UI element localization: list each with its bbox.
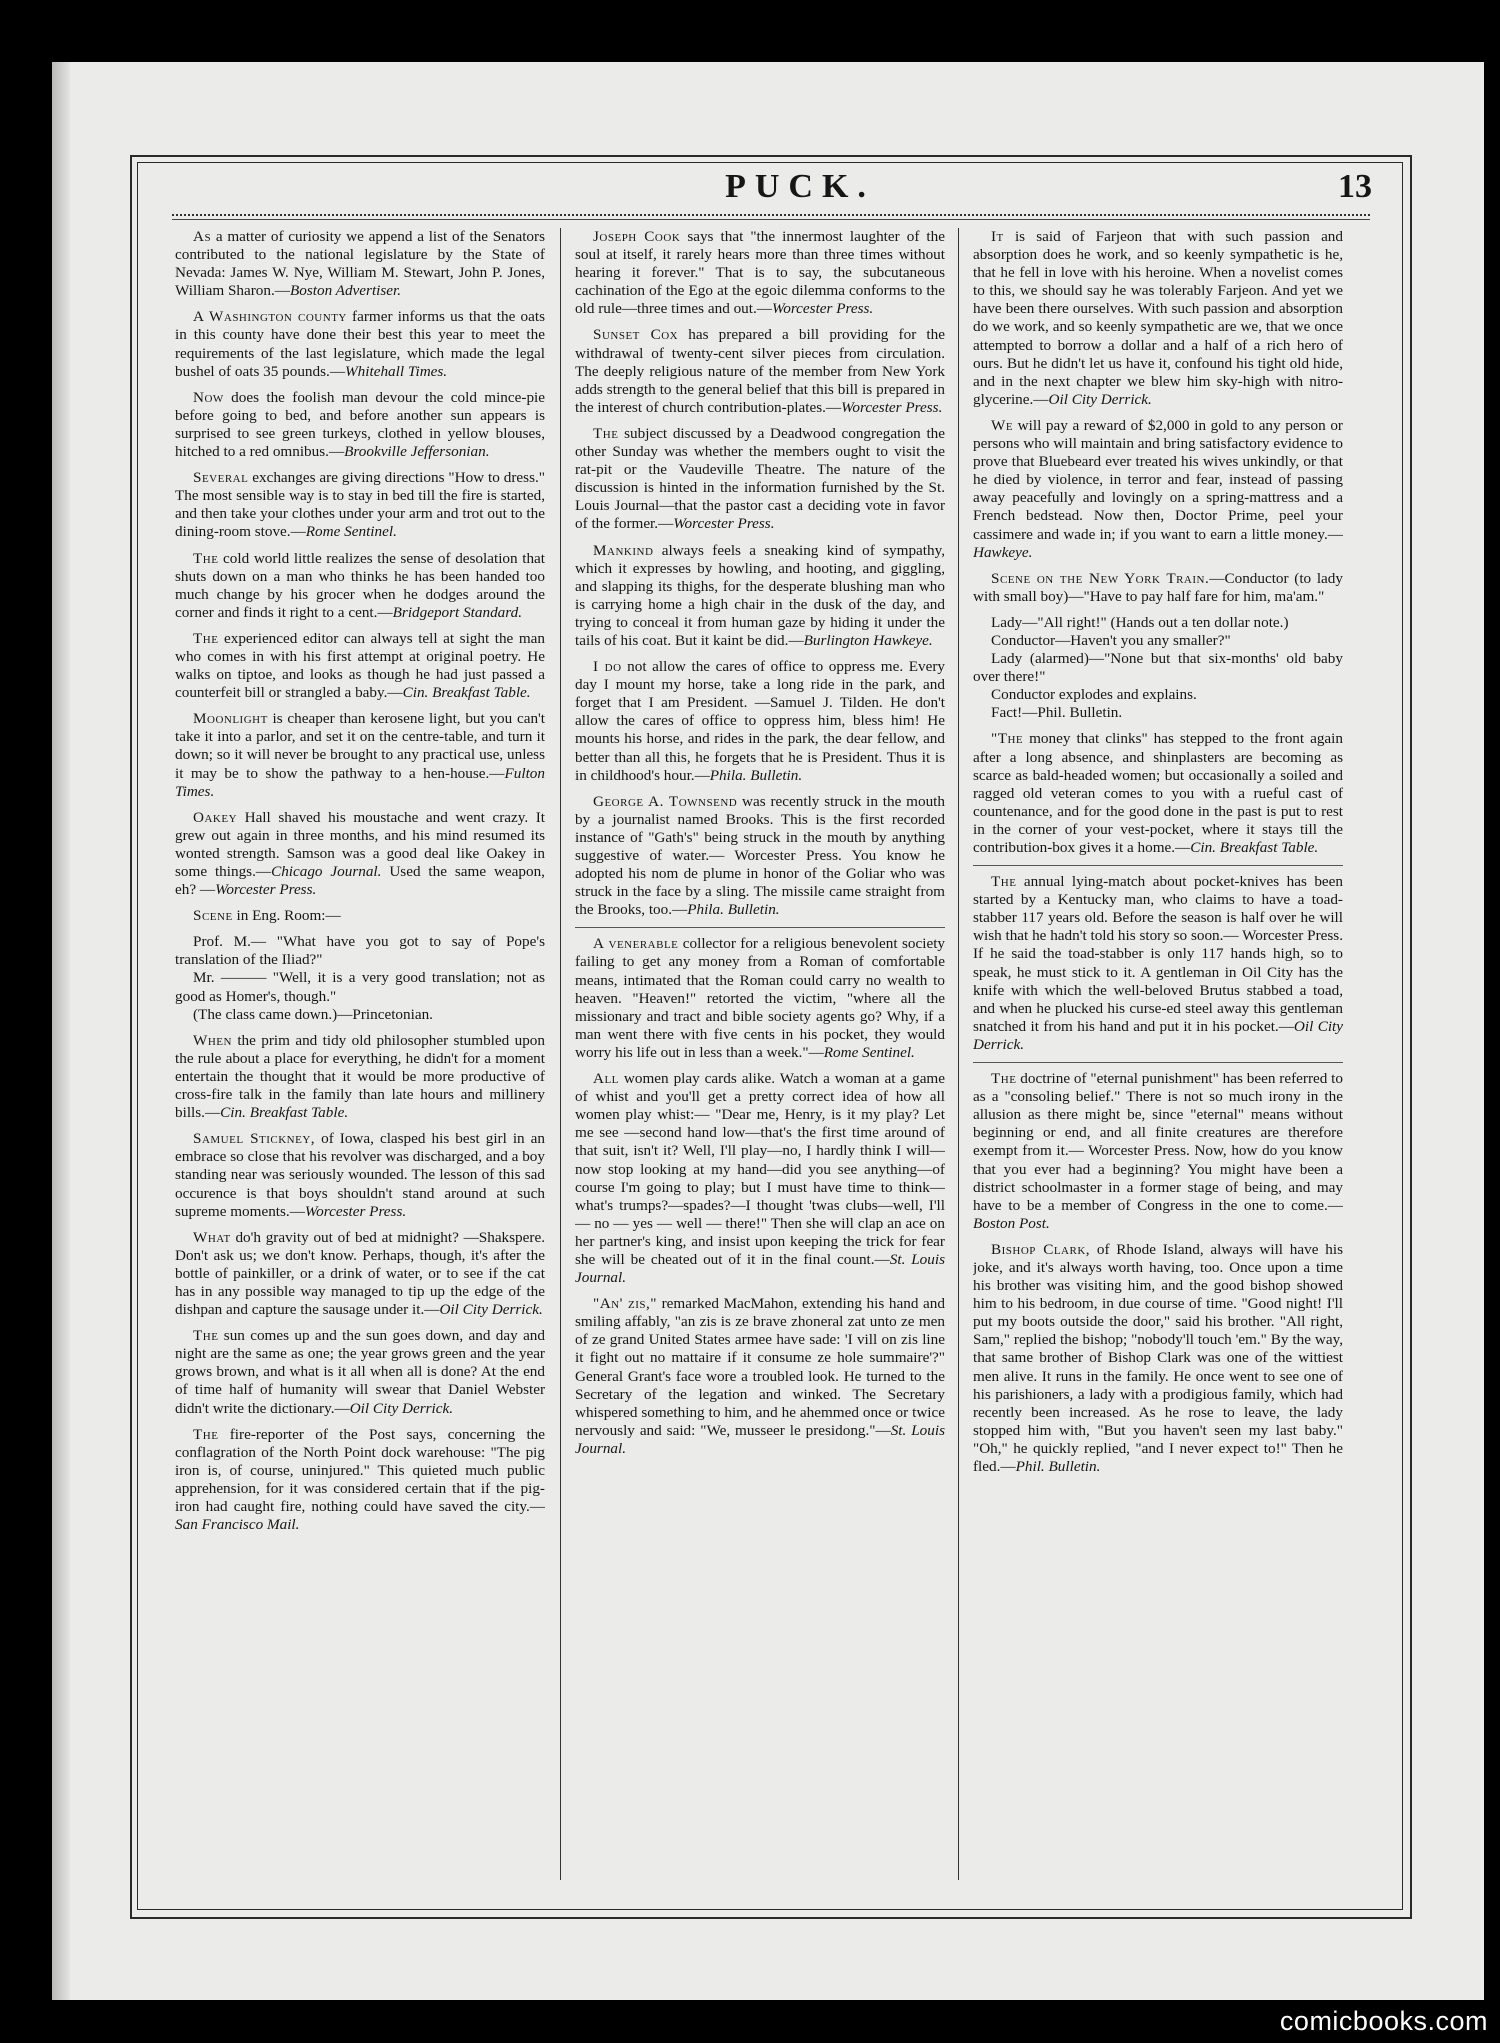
article-source: St. Louis Journal.	[575, 1250, 945, 1287]
article-item	[575, 658, 945, 785]
article-text: do'h gravity out of bed at midnight? —Shakspere. Don't ask us; we don't know. Perhaps, though, it's after the bottle of painkiller, or a drink of water, or to see if the cat has in any possible way managed to tip up the edge of the dishpan and capture the sausage under it.—	[175, 1228, 545, 1319]
article-item	[575, 326, 945, 416]
article-text: money that clinks" has stepped to the front again after a long absence, and shinplasters are becoming as scarce as bald-headed women; but occasionally a soiled and ragged old veteran comes to you with a rueful cast of countenance, and for the good done in the past is put to rest in the corner of your vest-pocket, where it stays till the contribution-box gives it a home.—	[973, 730, 1343, 856]
dialogue-line: Fact!—Phil. Bulletin.	[991, 704, 1123, 722]
article-text-continued: Used the same weapon, eh? —	[175, 863, 545, 899]
article-source: Boston Post.	[973, 1214, 1050, 1232]
article-lead: Mankind	[593, 541, 654, 559]
column-divider-1	[560, 228, 561, 1880]
article-item	[175, 550, 545, 622]
article-item	[575, 542, 945, 651]
article-text: women play cards alike. Watch a woman at a game of whist and you'll get a pretty correct idea of how all women play whist:— "Dear me, Henry, is it my play? Let me see —second hand low—that's the first time around of that suit, isn't it? Well, I'll play—no, I hardly think I will—now stop looking at my hand—did you see anything—of course I'm going to play; but I must have time to think— what's trumps?—spades?—I thought 'twas clubs—well, I'll — no — yes — well — there!" Then she will clap an ace on her partner's king, and insist upon keeping the trick for fear she will be cheated out of it in the final count.—	[575, 1070, 945, 1268]
text-column-2	[575, 228, 945, 1878]
article-lead: A venerable	[593, 935, 679, 953]
article-item	[973, 1062, 1343, 1233]
article-lead: It	[991, 228, 1004, 245]
article-lead: All	[593, 1070, 619, 1088]
article-source: Oil City Derrick.	[439, 1301, 543, 1319]
article-source: Rome Sentinel.	[305, 523, 397, 541]
article-item	[575, 228, 945, 318]
article-text: cold world little realizes the sense of desolation that shuts down on a man who thinks he has been handed too much change by his grocer when he dodges around the corner and finds it right to a cent.—	[175, 549, 545, 621]
article-source: Hawkeye.	[973, 543, 1033, 561]
dialogue-line: Mr. ——— "Well, it is a very good translation; not as good as Homer's, though."	[175, 969, 545, 1005]
article-lead: We	[991, 416, 1014, 434]
article-source: Whitehall Times.	[345, 362, 448, 380]
article-source: Boston Advertiser.	[289, 282, 402, 300]
column-divider-2	[958, 228, 959, 1880]
article-item	[175, 228, 545, 300]
article-lead: George A. Townsend	[593, 792, 738, 810]
article-text: a matter of curiosity we append a list of the Senators contributed to the national legislature by the State of Nevada: James W. Nye, William M. Stewart, John P. Jones, William Sharon.—	[175, 228, 545, 300]
article-text: remarked MacMahon, extending his hand and smiling affably, "an zis is ze brave zhoneral zat unto ze men of ze grand United States armee have sade: 'I vill on zis line it fight out no mattaire if it consume ze hole summaire'?" General Grant's face wore a troubled look. He turned to the Secretary of the legation and winked. The Secretary whispered something to him, and he ahemmed once or twice nervously and said: "We, musseer le presidong."—	[575, 1295, 945, 1439]
article-text: of Iowa, clasped his best girl in an embrace so close that his revolver was discharged, and a boy standing near was seriously wounded. The lesson of this sad occurence is that boys shouldn't stand around at such supreme moments.—	[175, 1130, 545, 1220]
article-text: subject discussed by a Deadwood congregation the other Sunday was whether the members ought to visit the rat-pit or the Vaudeville Theatre. The nature of the discussion is hinted in the information furnished by the St. Louis Journal—that the pastor cast a deciding vote in favor of the former.—	[575, 424, 945, 533]
article-source: Fulton Times.	[175, 764, 545, 800]
article-source: Chicago Journal.	[271, 863, 382, 880]
article-item	[175, 389, 545, 461]
article-text: does the foolish man devour the cold mince-pie before going to bed, and before another sun appears is surprised to see green turkeys, clothed in yellow blouses, hitched to a red omnibus.—	[175, 388, 545, 461]
article-source: Rome Sentinel.	[823, 1043, 915, 1061]
article-item	[175, 1130, 545, 1220]
article-item	[175, 907, 545, 925]
article-lead: What	[193, 1228, 231, 1246]
article-source: Cin. Breakfast Table.	[1190, 839, 1319, 856]
article-lead: Sunset Cox	[593, 326, 679, 344]
dialogue-line: Prof. M.— "What have you got to say of Pope's translation of the Iliad?"	[175, 933, 545, 969]
article-lead: The	[593, 424, 619, 442]
article-lead: Scene on the New York Train.	[991, 569, 1210, 587]
article-item	[175, 630, 545, 702]
article-source: Cin. Breakfast Table.	[402, 684, 531, 702]
article-item	[575, 1295, 945, 1458]
dialogue-line: (The class came down.)—Princetonian.	[193, 1005, 433, 1023]
text-column-1	[175, 228, 545, 1878]
article-source: Phila. Bulletin.	[709, 766, 803, 784]
article-source: Worcester Press.	[215, 881, 317, 899]
article-item	[175, 1426, 545, 1535]
article-text: of Rhode Island, always will have his joke, and it's always worth having, too. Once upon a time his brother was visiting him, and the good bishop showed him to his bedroom, in due course of time. "Good night! I'll put my boots outside the door," said his brother. "All right, Sam," replied the bishop; "nobody'll touch 'em." By the way, that same brother of Bishop Clark was one of the wittiest men alive. It runs in the family. He once went to see one of his parishioners, a lady with a prodigious family, which had recently been increased. As he rose to leave, the lady stopped him with, "But you haven't seen my last baby." "Oh," he quickly replied, "and I never expect to!" Then he fled.—	[973, 1240, 1343, 1475]
article-text: doctrine of "eternal punishment" has been referred to as a "consoling belief." There is not so much irony in the allusion as there might be, since "eternal" means without beginning or end, and all finite creatures are therefore exempt from it.— Worcester Press. Now, how do you know that you ever had a beginning? You might have been a district schoolmaster in a former stage of being, and may have to be a member of Congress in the one to come.—	[973, 1070, 1343, 1214]
article-item	[973, 570, 1343, 606]
article-text: says that "the innermost laughter of the soul at itself, it rarely hears more than three times without hearing it forever." That is to say, the subcutaneous cachination of the Ego at the egoic dilemma conforms to the old rule—three times and out.—	[575, 228, 945, 318]
article-text: —Conductor (to lady with small boy)—"Have to pay half fare for him, ma'am."	[973, 569, 1343, 605]
article-source: Burlington Hawkeye.	[803, 631, 933, 649]
dialogue-line: Conductor—Haven't you any smaller?"	[991, 631, 1231, 649]
article-lead: Oakey	[193, 808, 238, 826]
article-text: sun comes up and the sun goes down, and day and night are the same as one; the year grows green and the year grows brown, and what is it all when all is done? At the end of time half of humanity will swear that Daniel Webster didn't write the dictionary.—	[175, 1327, 545, 1417]
header-dotted-rule	[172, 214, 1370, 216]
article-text: annual lying-match about pocket-knives has been started by a Kentucky man, who claims to have a toad-stabber 117 years old. Before the season is half over he will wish that he hadn't told his story so soon.— Worcester Press. If he said the toad-stabber is only 117 hands high, so to speak, he must stick to it. A gentleman in Oil City has the knife with which the well-beloved Brutus stabbed a toad, and when he plucked his curse-ed steel away this gentleman snatched it from his hand and put it in his pocket.—	[973, 873, 1343, 1035]
article-item	[575, 793, 945, 920]
article-lead: Joseph Cook	[593, 228, 681, 245]
article-text: is cheaper than kerosene light, but you can't take it into a parlor, and set it on the centre-table, and turn it down; so it will never be brought to any practical use, unless it may be to show the pathway to a hen-house.—	[175, 710, 545, 782]
article-text: in Eng. Room:—	[232, 907, 341, 925]
article-item	[175, 1229, 545, 1319]
article-text: the prim and tidy old philosopher stumbled upon the rule about a place for everything, he didn't for a moment entertain the thought that it would be more productive of cross-fire talk in the family than late hours and millinery bills.—	[175, 1031, 545, 1122]
article-text: experienced editor can always tell at sight the man who comes in with his first attempt at original poetry. He walks on tiptoe, and looks as though he had just passed a counterfeit bill or strangled a baby.—	[175, 629, 545, 702]
article-source: Phila. Bulletin.	[687, 901, 780, 919]
article-source: Cin. Breakfast Table.	[220, 1104, 349, 1122]
article-source: Worcester Press.	[673, 515, 775, 533]
article-source: Brookville Jeffersonian.	[344, 443, 490, 461]
dialogue-line: Conductor explodes and explains.	[991, 686, 1197, 704]
article-source: Phil. Bulletin.	[1015, 1458, 1101, 1475]
article-lead: "An' zis,"	[593, 1295, 657, 1313]
article-source: Worcester Press.	[771, 300, 874, 318]
article-lead: Moonlight	[193, 710, 268, 728]
article-source: Oil City Derrick.	[1048, 390, 1152, 408]
article-item	[973, 417, 1343, 562]
article-source: San Francisco Mail.	[175, 1516, 300, 1534]
article-source: Bridgeport Standard.	[392, 603, 523, 621]
article-lead: When	[193, 1031, 232, 1049]
article-lead: Bishop Clark,	[991, 1240, 1091, 1258]
article-lead: I do	[593, 658, 622, 676]
article-lead: As	[193, 228, 212, 245]
article-item	[175, 1327, 545, 1417]
article-text: fire-reporter of the Post says, concerning the conflagration of the North Point dock warehouse: "The pig iron is, of course, uninjured." This quieted much public apprehension, for it was considered certain that if the pig-iron had caught fire, nothing could have saved the city.—	[175, 1425, 545, 1515]
article-text: always feels a sneaking kind of sympathy, which it expresses by howling, and hooting, and giggling, and slapping its thighs, for the desperate blushing man who is carrying home a high chair in the dusk of the day, and trying to conceal it from human gaze by hiding it under the tails of his coat. But it kaint be did.—	[575, 541, 945, 649]
article-source: Oil City Derrick.	[349, 1399, 454, 1417]
article-source: Worcester Press.	[841, 398, 943, 416]
article-item	[175, 308, 545, 380]
article-item	[175, 809, 545, 899]
article-text: farmer informs us that the oats in this county have done their best this year to meet the requirements of the last legislature, which made the legal bushel of oats 35 pounds.—	[175, 308, 545, 380]
article-item	[973, 730, 1343, 857]
article-text: has prepared a bill providing for the withdrawal of twenty-cent silver pieces from circulation. The deeply religious nature of the member from New York adds strength to the general belief that this bill is prepared in the interest of church contribution-plates.—	[575, 326, 945, 416]
article-source: Worcester Press.	[304, 1202, 407, 1220]
article-text: not allow the cares of office to oppress me. Every day I mount my horse, take a long ride in the park, and forget that I am President. —Samuel J. Tilden. He don't allow the cares of office to oppress him, bless him! He mounts his horse, and rides in the park, the dear fellow, and better than all this, he forgets that he is President. Thus it is in childhood's hour.—	[575, 658, 945, 784]
article-text: collector for a religious benevolent society failing to get any money from a Roman of comfortable means, intimated that the Roman could carry no wealth to heaven. "Heaven!" retorted the victim, "where all the missionary and tract and bible society agents go? Why, if a man went there with five cents in his pocket, they would worry his life out in less than a week."—	[575, 935, 945, 1061]
article-item	[575, 927, 945, 1062]
article-item	[973, 1241, 1343, 1476]
article-lead: The	[193, 549, 219, 567]
header-rule	[172, 219, 1370, 220]
article-lead: The	[991, 873, 1017, 891]
article-lead: The	[991, 1070, 1017, 1088]
article-lead: Several	[193, 469, 249, 487]
article-item	[175, 1032, 545, 1122]
article-item	[175, 710, 545, 800]
article-item	[973, 865, 1343, 1054]
article-text: Hall shaved his moustache and went crazy. It grew out again in three months, and his mind resumed its wonted strength. Samson was a good deal like Oakey in some things.—	[175, 808, 545, 880]
masthead-title: PUCK.	[725, 168, 875, 205]
dialogue-line: Lady (alarmed)—"None but that six-months' old baby over there!"	[973, 650, 1343, 686]
article-lead: Scene	[193, 907, 233, 925]
article-lead: The	[193, 1327, 219, 1345]
article-source: St. Louis Journal.	[575, 1421, 945, 1457]
dialogue-line: Lady—"All right!" (Hands out a ten dollar note.)	[991, 613, 1289, 631]
article-lead: The	[193, 629, 219, 647]
article-lead: The	[193, 1425, 219, 1443]
article-item	[575, 1070, 945, 1287]
article-item	[575, 425, 945, 534]
article-source: Oil City Derrick.	[973, 1017, 1343, 1053]
article-lead: A Washington county	[193, 308, 347, 326]
watermark: comicbooks.com	[1279, 2006, 1488, 2036]
article-item	[175, 469, 545, 541]
article-text: is said of Farjeon that with such passion and absorption does he work, and so keenly sympathetic is he, that he fell in love with his heroine. When a novelist comes to this, we should say he was tolerably Farjeon. And yet we have been there ourselves. With such passion and absorption do we work, and so keenly sympathetic are we, that we once attempted to borrow a dollar and a half of a rich hero of ours. But he didn't let us have it, confound his tight old hide, and in the next chapter we blew him sky-high with nitro-glycerine.—	[973, 228, 1343, 408]
article-lead: "The	[991, 730, 1024, 748]
page-spine-shadow	[52, 62, 70, 2000]
article-lead: Now	[193, 388, 224, 406]
text-column-3	[973, 228, 1343, 1878]
page-number: 13	[1338, 168, 1372, 205]
article-text: will pay a reward of $2,000 in gold to any person or persons who will maintain and bring satisfactory evidence to prove that Bluebeard ever treated his wives unkindly, or that he died by violence, in terror and fear, instead of passing away peacefully and lovingly on a spring-mattress and a French bedstead. Now then, Doctor Prime, peel your cassimere and wade in; if you want to earn a little money.—	[973, 416, 1343, 543]
article-lead: Samuel Stickney,	[193, 1130, 316, 1148]
article-text: was recently struck in the mouth by a journalist named Brooks. This is the first recorded instance of "Gath's" being struck in the mouth by anything suggestive of water.— Worcester Press. You know he adopted his nom de plume in honor of the Goliar who was struck in the face by a sling. The missile came straight from the Brooks, too.—	[575, 792, 945, 919]
article-text: exchanges are giving directions "How to dress." The most sensible way is to stay in bed till the fire is started, and then take your clothes under your arm and trot out to the dining-room stove.—	[175, 469, 545, 541]
article-item	[973, 228, 1343, 409]
